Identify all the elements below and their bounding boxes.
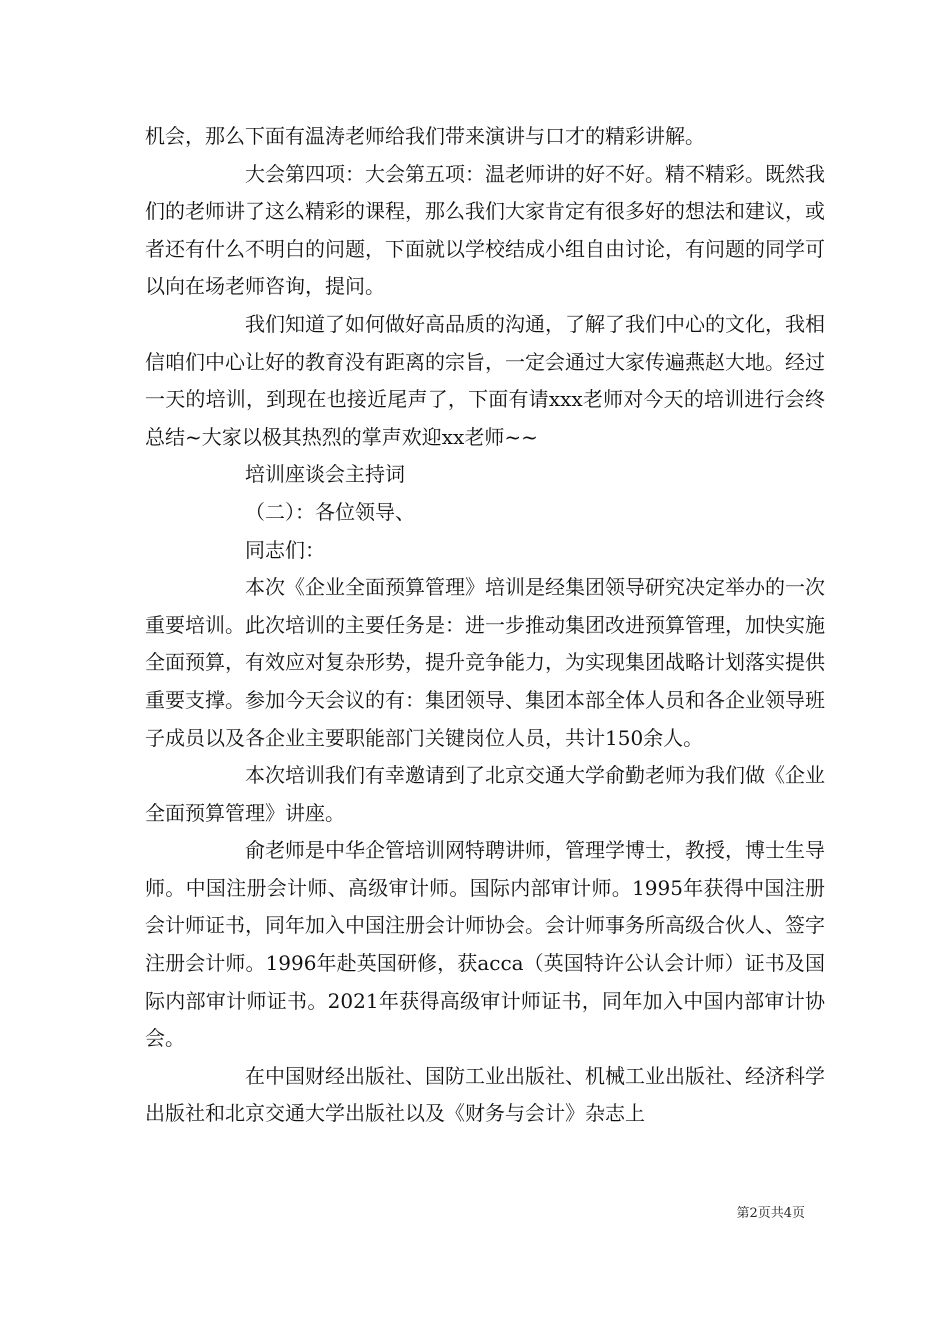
paragraph-8: 本次培训我们有幸邀请到了北京交通大学俞勤老师为我们做《企业全面预算管理》讲座。 xyxy=(145,763,825,825)
section-subtitle: （二）：各位领导、 xyxy=(245,499,415,524)
paragraph-3: 我们知道了如何做好高品质的沟通，了解了我们中心的文化，我相信咱们中心让好的教育没有距离的宗旨，一定会通过大家传遍燕赵大地。经过一天的培训，到现在也接近尾声了，下面有请xxx老师对今天的培训进行会终总结~大家以极其热烈的掌声欢迎xx老师~~ xyxy=(145,311,825,449)
paragraph-10: 在中国财经出版社、国防工业出版社、机械工业出版社、经济科学出版社和北京交通大学出版社以及《财务与会计》杂志上 xyxy=(145,1063,825,1126)
page-number: 第2页共4页 xyxy=(736,1206,805,1221)
paragraph-2: 大会第四项：大会第五项：温老师讲的好不好。精不精彩。既然我们的老师讲了这么精彩的课程，那么我们大家肯定有很多好的想法和建议，或者还有什么不明白的问题，下面就以学校结成小组自由讨论，有问题的同学可以向在场老师咨询，提问。 xyxy=(145,161,825,299)
paragraph-7: 本次《企业全面预算管理》培训是经集团领导研究决定举办的一次重要培训。此次培训的主要任务是：进一步推动集团改进预算管理，加快实施全面预算，有效应对复杂形势，提升竞争能力，为实现集团战略计划落实提供重要支撑。参加今天会议的有：集团领导、集团本部全体人员和各企业领导班子成员以及各企业主要职能部门关键岗位人员，共计150余人。 xyxy=(145,575,825,750)
document-body xyxy=(145,118,825,1133)
salutation: 同志们： xyxy=(245,537,325,562)
paragraph-9: 俞老师是中华企管培训网特聘讲师，管理学博士，教授，博士生导师。中国注册会计师、高级审计师。国际内部审计师。1995年获得中国注册会计师证书，同年加入中国注册会计师协会。会计师事务所高级合伙人、签字注册会计师。1996年赴英国研修，获acca（英国特许公认会计师）证书及国际内部审计师证书。2021年获得高级审计师证书，同年加入中国内部审计协会。 xyxy=(145,838,825,1051)
section-title: 培训座谈会主持词 xyxy=(245,462,405,487)
paragraph-1: 机会，那么下面有温涛老师给我们带来演讲与口才的精彩讲解。 xyxy=(145,124,705,148)
